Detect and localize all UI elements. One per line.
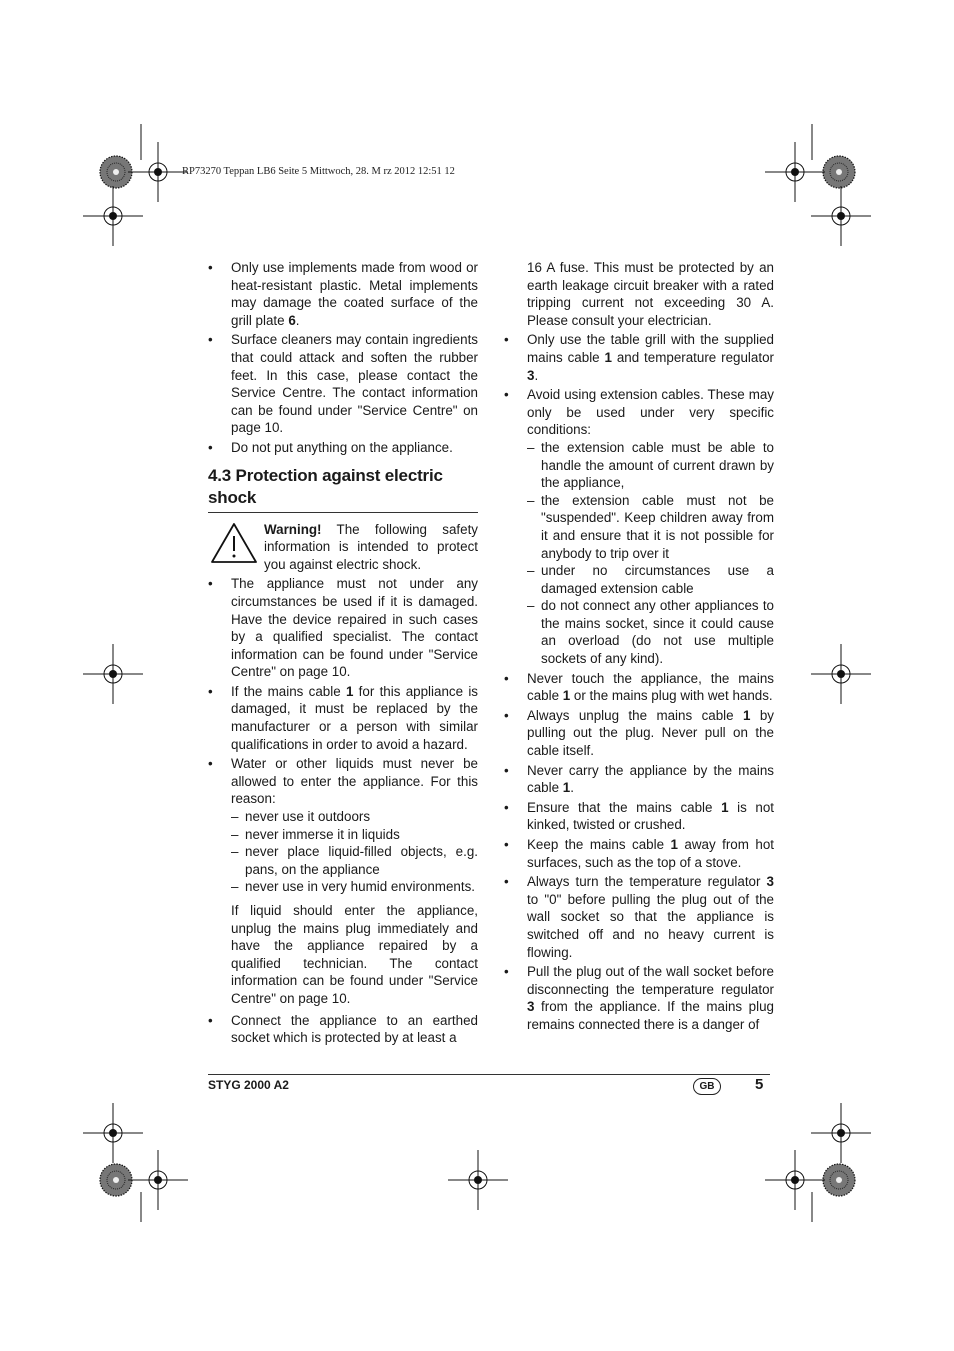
- bullet-hot-surfaces: • Keep the mains cable 1 away from hot surfaces, such as the top of a stove.: [504, 836, 774, 871]
- bullet-mains-cable-damaged: • If the mains cable 1 for this appliance is damaged, it must be replaced by the manufacturer or a person with similar qualifications in order to avoid a hazard.: [208, 683, 478, 753]
- print-slug-line: RP73270 Teppan LB6 Seite 5 Mittwoch, 28. M rz 2012 12:51 12: [182, 166, 455, 177]
- warning-triangle-icon: [210, 521, 258, 565]
- section-heading: 4.3 Protection against electric shock: [208, 465, 478, 513]
- dash-item: – never use it outdoors: [231, 808, 478, 826]
- footer-model: STYG 2000 A2: [208, 1078, 289, 1092]
- page-number: 5: [755, 1076, 764, 1093]
- bullet-extension-cables: • Avoid using extension cables. These may only be used under very specific conditions: – the extension cable must be able to handle the amount of current drawn by the appliance, – the extension cable must not be "suspended". Keep children away from it and ensure that it is not possible for anybody to trip over it – under no circumstances use a damaged extension cable – do not connect any other appliances to the mains socket, since it could cause an overload (do not use multiple sockets of any kind).: [504, 386, 774, 668]
- bullet-wet-hands: • Never touch the appliance, the mains cable 1 or the mains plug with wet hands.: [504, 670, 774, 705]
- dash-item: – the extension cable must not be "suspended". Keep children away from it and ensure that it is not possible for anybody to trip over it: [527, 492, 774, 562]
- dash-item: – never place liquid-filled objects, e.g. pans, on the appliance: [231, 843, 478, 878]
- left-column: [208, 259, 478, 1049]
- continued-text: 16 A fuse. This must be protected by an earth leakage circuit breaker with a rated tripping current not exceeding 30 A. Please consult your electrician.: [527, 260, 774, 328]
- dash-item: – under no circumstances use a damaged extension cable: [527, 562, 774, 597]
- right-column: [504, 259, 774, 1036]
- bullet-implements: • Only use implements made from wood or heat-resistant plastic. Metal implements may damage the coated surface of the grill plate 6.: [208, 259, 478, 329]
- bullet-carry: • Never carry the appliance by the mains cable 1.: [504, 762, 774, 797]
- bullet-kinked: • Ensure that the mains cable 1 is not kinked, twisted or crushed.: [504, 799, 774, 834]
- dash-item: – never immerse it in liquids: [231, 826, 478, 844]
- bullet-surface-cleaners: • Surface cleaners may contain ingredients that could attack and soften the rubber feet. In this case, please contact the Service Centre. The contact information can be found under "Service Centre" on page 10.: [208, 331, 478, 437]
- bullet-supplied-cable: • Only use the table grill with the supplied mains cable 1 and temperature regulator 3.: [504, 331, 774, 384]
- warning-label: Warning!: [264, 521, 322, 537]
- footer-rule: [208, 1074, 770, 1075]
- language-badge: GB: [693, 1078, 721, 1095]
- dash-item: – never use in very humid environments.: [231, 878, 478, 896]
- dash-item: – do not connect any other appliances to the mains socket, since it could cause an overload (do not use multiple sockets of any kind).: [527, 597, 774, 667]
- warning-box: Warning! The following safety information is intended to protect you against electric shock.: [208, 521, 478, 574]
- bullet-water-liquids: • Water or other liquids must never be allowed to enter the appliance. For this reason: – never use it outdoors – never immerse it in liquids – never place liquid-filled objects, e.g. pans, on the appliance – never use in very humid environments. If liquid should enter the appliance, unplug the mains plug immediately and have the appliance repaired by a qualified technician. The contact information can be found under "Service Centre" on page 10.: [208, 755, 478, 1007]
- bullet-earthed-socket: • Connect the appliance to an earthed socket which is protected by at least a: [208, 1012, 478, 1047]
- bullet-unplug: • Always unplug the mains cable 1 by pulling out the plug. Never pull on the cable itself.: [504, 707, 774, 760]
- bullet-pull-plug: • Pull the plug out of the wall socket before disconnecting the temperature regulator 3 from the appliance. If the mains plug remains connected there is a danger of: [504, 963, 774, 1033]
- bullet-damaged-appliance: • The appliance must not under any circumstances be used if it is damaged. Have the device repaired in such cases by a qualified specialist. The contact information can be found under "Service Centre" on page 10.: [208, 575, 478, 681]
- dash-item: – the extension cable must be able to handle the amount of current drawn by the appliance,: [527, 439, 774, 492]
- bullet-do-not-put: • Do not put anything on the appliance.: [208, 439, 478, 457]
- bullet-temperature-regulator: • Always turn the temperature regulator 3 to "0" before pulling the plug out of the wall socket so that the appliance is switched off and no heavy current is flowing.: [504, 873, 774, 961]
